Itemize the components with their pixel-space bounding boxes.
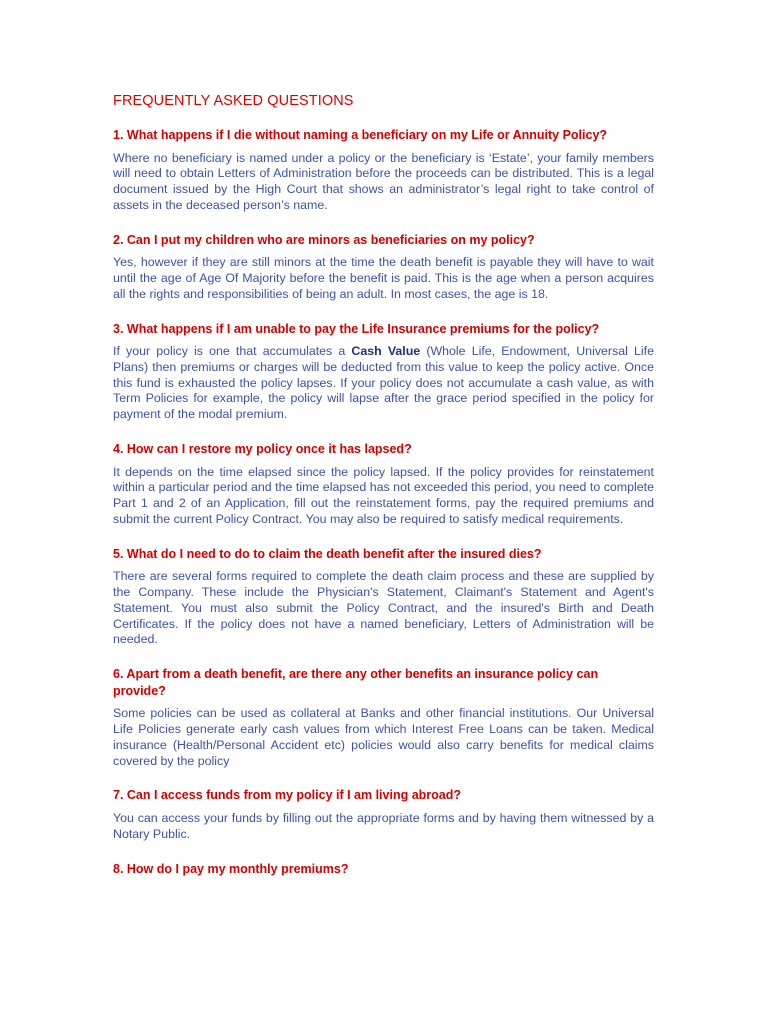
- faq-question: 5. What do I need to do to claim the death benefit after the insured dies?: [113, 546, 542, 561]
- faq-question: 2. Can I put my children who are minors as beneficiaries on my policy?: [113, 232, 535, 247]
- faq-item-1: [113, 127, 654, 214]
- faq-question: 4. How can I restore my policy once it has lapsed?: [113, 442, 412, 457]
- faq-item-3: [113, 321, 654, 423]
- faq-item-8: [113, 861, 654, 878]
- faq-question: 6. Apart from a death benefit, are there any other benefits an insurance policy can provide?: [113, 667, 599, 698]
- faq-item-6: [113, 666, 654, 769]
- faq-answer: Yes, however if they are still minors at the time the death benefit is payable they will have to wait until the age of Age Of Majority before the benefit is paid. This is the age when a person acquires all the rights and responsibilities of being an adult. In most cases, the age is 18.: [113, 255, 654, 301]
- faq-question: 7. Can I access funds from my policy if I am living abroad?: [113, 788, 462, 803]
- faq-answer: Some policies can be used as collateral at Banks and other financial institutions. Our Universal Life Policies generate early cash values from which Interest Free Loans can be taken. Medical insurance (Health/Personal Accident etc) policies would also carry benefits for medical claims covered by the policy: [113, 706, 654, 768]
- faq-answer: Where no beneficiary is named under a policy or the beneficiary is ‘Estate’, your family members will need to obtain Letters of Administration before the proceeds can be distributed. This is a legal document issued by the High Court that shows an administrator’s legal right to take control of assets in the deceased person’s name.: [113, 150, 654, 212]
- faq-answer: There are several forms required to complete the death claim process and these are supplied by the Company. These include the Physician's Statement, Claimant's Statement and Agent's Statement. You must also submit the Policy Contract, and the insured's Birth and Death Certificates. If the policy does not have a named beneficiary, Letters of Administration will be needed.: [113, 569, 654, 647]
- faq-answer-text: If your policy is one that accumulates a: [113, 344, 352, 359]
- faq-item-4: [113, 441, 654, 528]
- faq-answer: [113, 344, 654, 423]
- faq-question: 8. How do I pay my monthly premiums?: [113, 861, 349, 876]
- page-title: FREQUENTLY ASKED QUESTIONS: [113, 93, 354, 109]
- faq-question: 1. What happens if I die without naming a beneficiary on my Life or Annuity Policy?: [113, 128, 608, 142]
- faq-page: [113, 92, 654, 884]
- faq-answer: You can access your funds by filling out the appropriate forms and by having them witnessed by a Notary Public.: [113, 810, 654, 841]
- faq-answer-text: (Whole Life, Endowment, Universal Life Plans) then premiums or charges will be deducted from this value to keep the policy active. Once this fund is exhausted the policy lapses. If your policy does not accumulate a cash value, as with Term Policies for example, the policy will lapse after the grace period specified in the policy for payment of the modal premium.: [113, 344, 654, 422]
- cash-value-term: Cash Value: [351, 344, 421, 359]
- faq-answer: It depends on the time elapsed since the policy lapsed. If the policy provides for reinstatement within a particular period and the time elapsed has not exceeded this period, you need to complete Part 1 and 2 of an Application, fill out the reinstatement forms, pay the required premiums and submit the current Policy Contract. You may also be required to satisfy medical requirements.: [113, 464, 654, 526]
- faq-question: 3. What happens if I am unable to pay the Life Insurance premiums for the policy?: [113, 321, 600, 336]
- faq-item-2: [113, 232, 654, 303]
- faq-item-5: [113, 546, 654, 648]
- faq-item-7: [113, 787, 654, 842]
